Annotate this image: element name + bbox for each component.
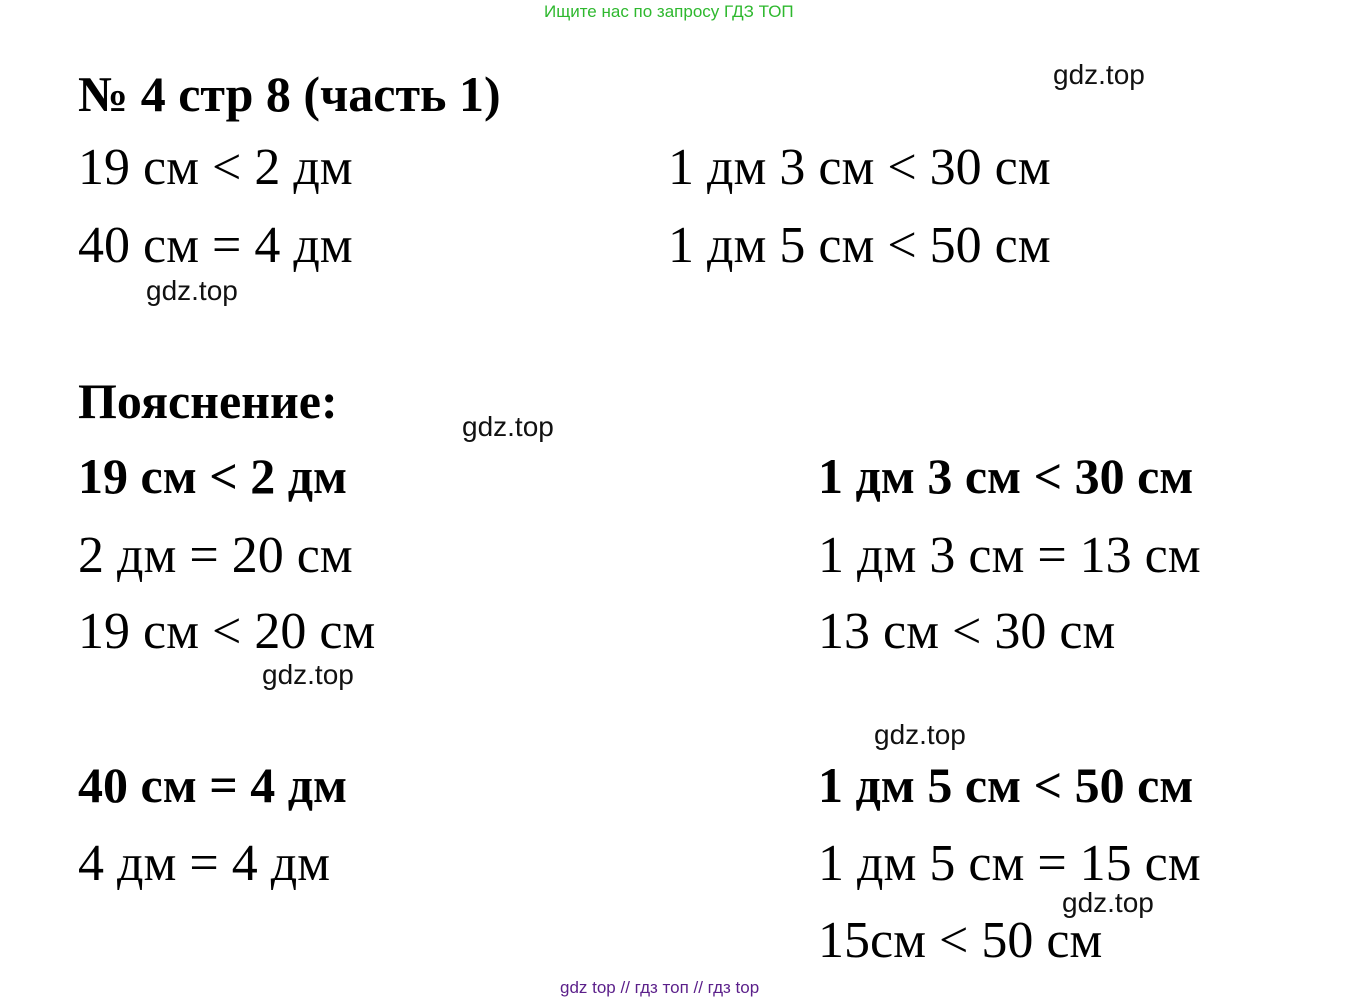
watermark: gdz.top xyxy=(874,719,966,750)
watermark: gdz.top xyxy=(1053,59,1145,90)
explanation-block1-right-line-1: 1 дм 3 см = 13 см xyxy=(818,527,1201,584)
explanation-block2-right-heading: 1 дм 5 см < 50 см xyxy=(818,757,1194,813)
top-banner: Ищите нас по запросу ГДЗ ТОП xyxy=(544,2,794,21)
answer-right-2: 1 дм 5 см < 50 см xyxy=(668,217,1051,274)
explanation-block1-left-heading: 19 см < 2 дм xyxy=(78,448,348,504)
bottom-banner: gdz top // гдз топ // гдз top xyxy=(560,978,760,997)
explanation-block1-left-line-1: 2 дм = 20 см xyxy=(78,527,353,584)
explanation-block2-left-heading: 40 см = 4 дм xyxy=(78,757,348,813)
explanation-block1-left-line-2: 19 см < 20 см xyxy=(78,603,376,660)
explanation-block2-right-line-1: 1 дм 5 см = 15 см xyxy=(818,835,1201,892)
explanation-block1-right-heading: 1 дм 3 см < 30 см xyxy=(818,448,1194,504)
answer-left-1: 19 см < 2 дм xyxy=(78,139,353,196)
explanation-block1-right-line-2: 13 см < 30 см xyxy=(818,603,1116,660)
watermark: gdz.top xyxy=(1062,887,1154,918)
explanation-block2-right-line-2: 15см < 50 см xyxy=(818,912,1103,969)
answer-right-1: 1 дм 3 см < 30 см xyxy=(668,139,1051,196)
page-title: № 4 стр 8 (часть 1) xyxy=(78,66,501,122)
watermark: gdz.top xyxy=(262,659,354,690)
explanation-block2-left-line-1: 4 дм = 4 дм xyxy=(78,835,331,892)
watermark: gdz.top xyxy=(146,275,238,306)
watermark: gdz.top xyxy=(462,411,554,442)
explanation-heading: Пояснение: xyxy=(78,373,338,429)
answer-left-2: 40 см = 4 дм xyxy=(78,217,353,274)
